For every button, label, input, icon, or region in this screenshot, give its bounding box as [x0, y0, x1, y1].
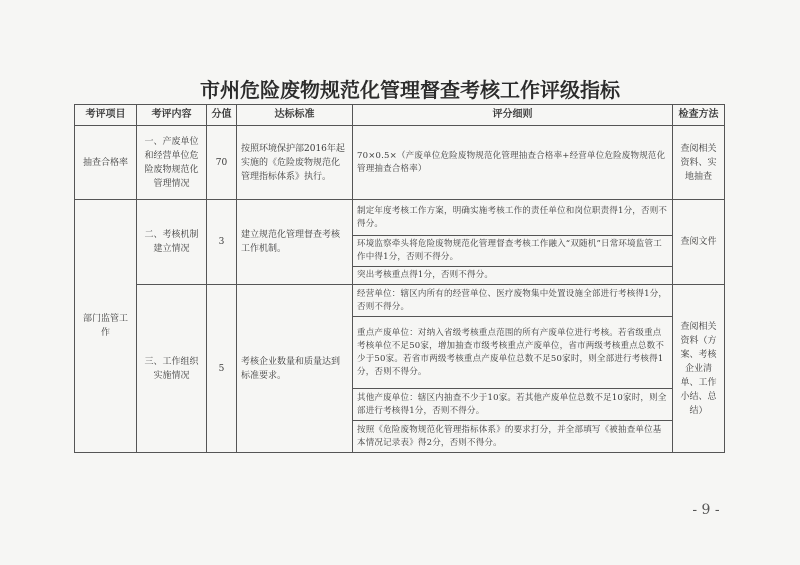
table-row [75, 200, 725, 236]
standard-cell: 考核企业数量和质量达到标准要求。 [237, 285, 353, 453]
detail-cell: 经营单位：辖区内所有的经营单位、医疗废物集中处置设施全部进行考核得1分，否则不得分。 [353, 285, 673, 317]
standard-cell: 按照环境保护部2016年起实施的《危险废物规范化管理指标体系》执行。 [237, 126, 353, 200]
header-detail: 评分细则 [353, 105, 673, 126]
score-cell: 70 [207, 126, 237, 200]
content-cell: 二、考核机制建立情况 [137, 200, 207, 285]
detail-cell: 其他产废单位：辖区内抽查不少于10家。若其他产废单位总数不足10家时，则全部进行考核得1分，否则不得分。 [353, 389, 673, 421]
detail-cell: 环境监察牵头将危险废物规范化管理督查考核工作融入“双随机”日常环境监管工作中得1分，否则不得分。 [353, 236, 673, 267]
table-header-row [75, 105, 725, 126]
content-cell: 三、工作组织实施情况 [137, 285, 207, 453]
detail-cell: 按照《危险废物规范化管理指标体系》的要求打分，并全部填写《被抽查单位基本情况记录表》得2分，否则不得分。 [353, 421, 673, 453]
header-score: 分值 [207, 105, 237, 126]
table-row [75, 285, 725, 317]
standard-cell: 建立规范化管理督查考核工作机制。 [237, 200, 353, 285]
evaluation-table [74, 104, 725, 453]
header-method: 检查方法 [673, 105, 725, 126]
item-cell: 部门监管工作 [75, 200, 137, 453]
method-cell: 查阅相关资料（方案、考核企业清单、工作小结、总结） [673, 285, 725, 453]
page-number: - 9 - [692, 502, 720, 518]
detail-cell: 70×0.5×（产废单位危险废物规范化管理抽查合格率+经营单位危险废物规范化管理抽查合格率） [353, 126, 673, 200]
header-standard: 达标标准 [237, 105, 353, 126]
score-cell: 3 [207, 200, 237, 285]
header-content: 考评内容 [137, 105, 207, 126]
page-title: 市州危险废物规范化管理督查考核工作评级指标 [200, 78, 620, 102]
detail-cell: 制定年度考核工作方案，明确实施考核工作的责任单位和岗位职责得1分，否则不得分。 [353, 200, 673, 236]
header-item: 考评项目 [75, 105, 137, 126]
detail-cell: 突出考核重点得1分，否则不得分。 [353, 267, 673, 285]
score-cell: 5 [207, 285, 237, 453]
detail-cell: 重点产废单位：对纳入省级考核重点范围的所有产废单位进行考核。若省级重点考核单位不足50家，增加抽查市级考核重点产废单位，省市两级考核重点总数不少于50家。若省市两级考核重点产废单位总数不足50家时，则全部进行考核得1分，否则不得分。 [353, 317, 673, 389]
method-cell: 查阅相关资料、实地抽查 [673, 126, 725, 200]
item-cell: 抽查合格率 [75, 126, 137, 200]
method-cell: 查阅文件 [673, 200, 725, 285]
content-cell: 一、产废单位和经营单位危险废物规范化管理情况 [137, 126, 207, 200]
table-row [75, 126, 725, 200]
